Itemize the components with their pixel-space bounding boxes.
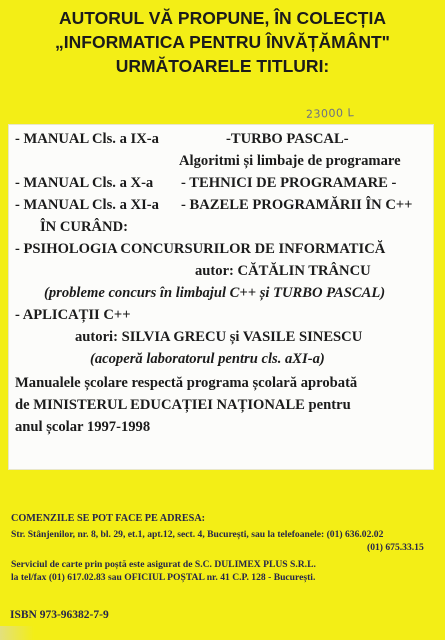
title-aplicatii: - APLICAȚII C++ [15, 307, 131, 323]
heading-line-1: AUTORUL VĂ PROPUNE, ÎN COLECȚIA [58, 8, 386, 28]
corner-wear [0, 626, 34, 640]
heading-line-2: „INFORMATICA PENTRU ÎNVĂȚĂMÂNT" [55, 32, 390, 52]
curriculum-note-3: anul școlar 1997-1998 [15, 419, 151, 435]
handwritten-price: 23000 L [305, 106, 355, 121]
heading-line-3: URMĂTOARELE TITLURI: [115, 56, 330, 76]
title-turbo-pascal: -TURBO PASCAL- [226, 131, 349, 147]
title-manual-10: - MANUAL Cls. a X-a [15, 175, 154, 191]
psihologia-description: (probleme concurs în limbajul C++ și TURBO PASCAL) [44, 285, 386, 301]
aplicatii-description: (acoperă laboratorul pentru cls. aXI-a) [90, 351, 325, 367]
orders-address: Str. Stânjenilor, nr. 8, bl. 29, et.1, apt.12, sect. 4, București, sau la telefoanele: (01) 636.02.02 [11, 529, 384, 540]
title-algoritmi: Algoritmi și limbaje de programare [179, 153, 401, 169]
orders-service-2: la tel/fax (01) 617.02.83 sau OFICIUL POȘTAL nr. 41 C.P. 128 - București. [11, 572, 316, 583]
cover-heading [0, 6, 445, 78]
curriculum-note-1: Manualele școlare respectă programa școlară aprobată [15, 375, 358, 391]
in-curand-label: ÎN CURÂND: [40, 219, 128, 235]
title-tehnici: - TEHNICI DE PROGRAMARE - [181, 175, 397, 191]
authors-aplicatii: autori: SILVIA GRECU și VASILE SINESCU [75, 329, 363, 345]
orders-service-1: Serviciul de carte prin poștă este asigurat de S.C. DULIMEX PLUS S.R.L. [11, 559, 316, 570]
author-tranc: autor: CĂTĂLIN TRÂNCU [195, 263, 371, 279]
titles-box [9, 125, 433, 469]
title-manual-11: - MANUAL Cls. a XI-a [15, 197, 159, 213]
isbn-number: ISBN 973-96382-7-9 [10, 609, 109, 621]
title-bazele: - BAZELE PROGRAMĂRII ÎN C++ [181, 197, 413, 213]
title-manual-9: - MANUAL Cls. a IX-a [15, 131, 159, 147]
orders-phone-2: (01) 675.33.15 [367, 542, 424, 553]
curriculum-note-2: de MINISTERUL EDUCAȚIEI NAȚIONALE pentru [15, 397, 351, 413]
orders-heading: COMENZILE SE POT FACE PE ADRESA: [11, 513, 206, 524]
title-psihologia: - PSIHOLOGIA CONCURSURILOR DE INFORMATICĂ [15, 241, 386, 257]
